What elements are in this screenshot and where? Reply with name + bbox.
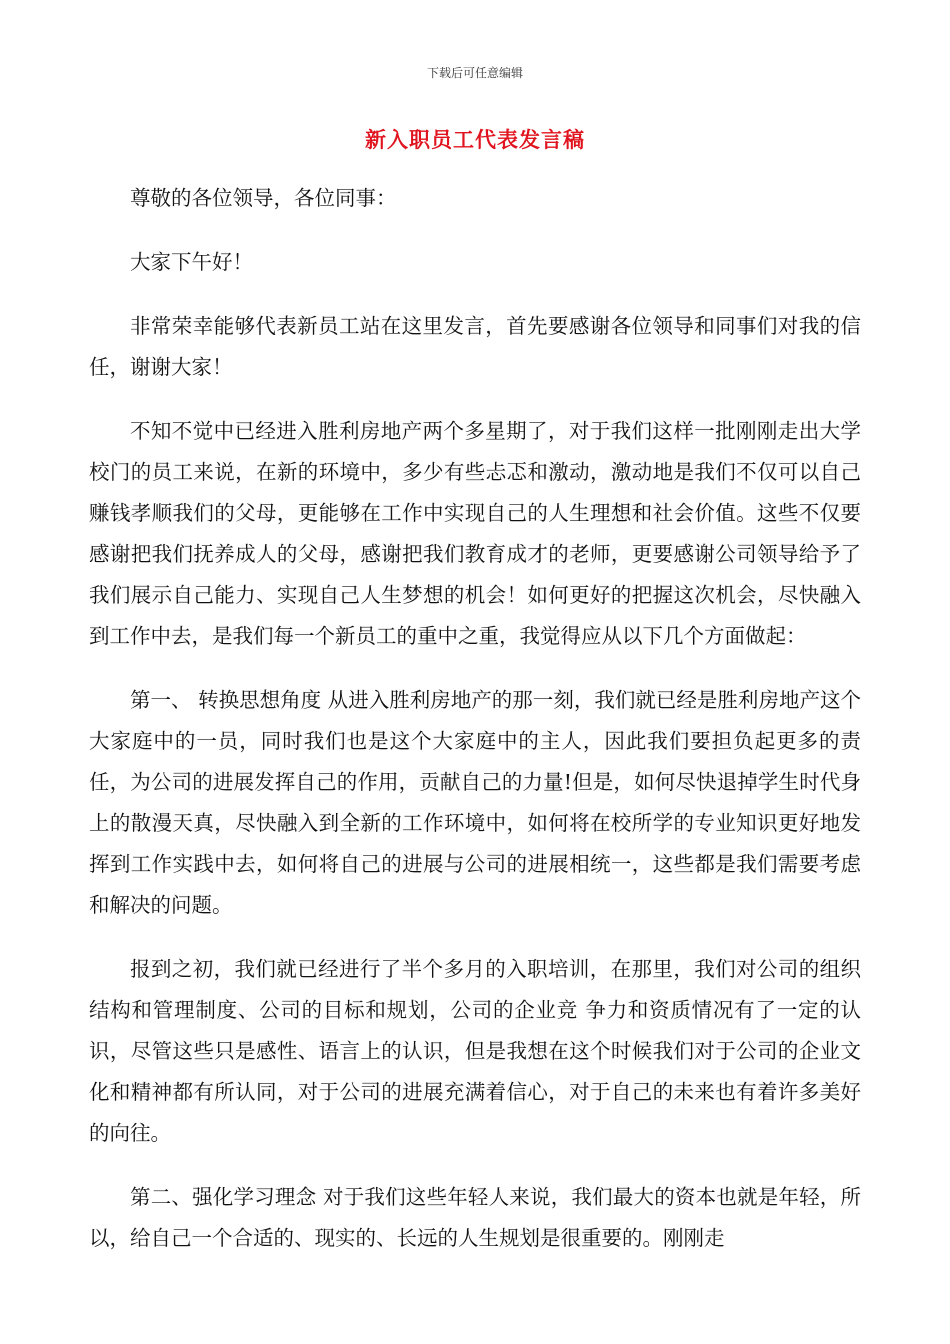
document-title: 新入职员工代表发言稿 bbox=[365, 127, 585, 152]
greeting: 大家下午好！ bbox=[130, 250, 253, 274]
paragraph-point-one: 第一、 转换思想角度 从进入胜利房地产的那一刻，我们就已经是胜利房地产这个大家庭中的一员，同时我们也是这个大家庭中的主人，因此我们要担负起更多的责任，为公司的进展发挥自己的作用，贡献自己的力量!但是，如何尽快退掉学生时代身上的散漫天真，尽快融入到全新的工作环境中，如何将在校所学的专业知识更好地发挥到工作实践中去，如何将自己的进展与公司的进展相统一，这些都是我们需要考虑和解决的问题。 bbox=[89, 688, 861, 917]
salutation: 尊敬的各位领导，各位同事： bbox=[130, 186, 397, 210]
paragraph-thanks: 非常荣幸能够代表新员工站在这里发言，首先要感谢各位领导和同事们对我的信任，谢谢大家！ bbox=[89, 314, 861, 379]
paragraph-intro: 不知不觉中已经进入胜利房地产两个多星期了，对于我们这样一批刚刚走出大学校门的员工来说，在新的环境中，多少有些忐忑和激动，激动地是我们不仅可以自己赚钱孝顺我们的父母，更能够在工作中实现自己的人生理想和社会价值。这些不仅要感谢把我们抚养成人的父母，感谢把我们教育成才的老师，更要感谢公司领导给予了我们展示自己能力、实现自己人生梦想的机会！如何更好的把握这次机会，尽快融入到工作中去，是我们每一个新员工的重中之重，我觉得应从以下几个方面做起： bbox=[89, 419, 861, 648]
header-note: 下载后可任意编辑 bbox=[426, 66, 523, 80]
document-body bbox=[89, 178, 861, 1282]
paragraph-point-two: 第二、强化学习理念 对于我们这些年轻人来说，我们最大的资本也就是年轻，所以，给自己一个合适的、现实的、长远的人生规划是很重要的。刚刚走 bbox=[89, 1185, 861, 1250]
paragraph-training: 报到之初，我们就已经进行了半个多月的入职培训，在那里，我们对公司的组织结构和管理制度、公司的目标和规划，公司的企业竞 争力和资质情况有了一定的认识，尽管这些只是感性、语言上的认识，但是我想在这个时候我们对于公司的企业文化和精神都有所认同，对于公司的进展充满着信心，对于自己的未来也有着许多美好的向往。 bbox=[89, 957, 861, 1145]
